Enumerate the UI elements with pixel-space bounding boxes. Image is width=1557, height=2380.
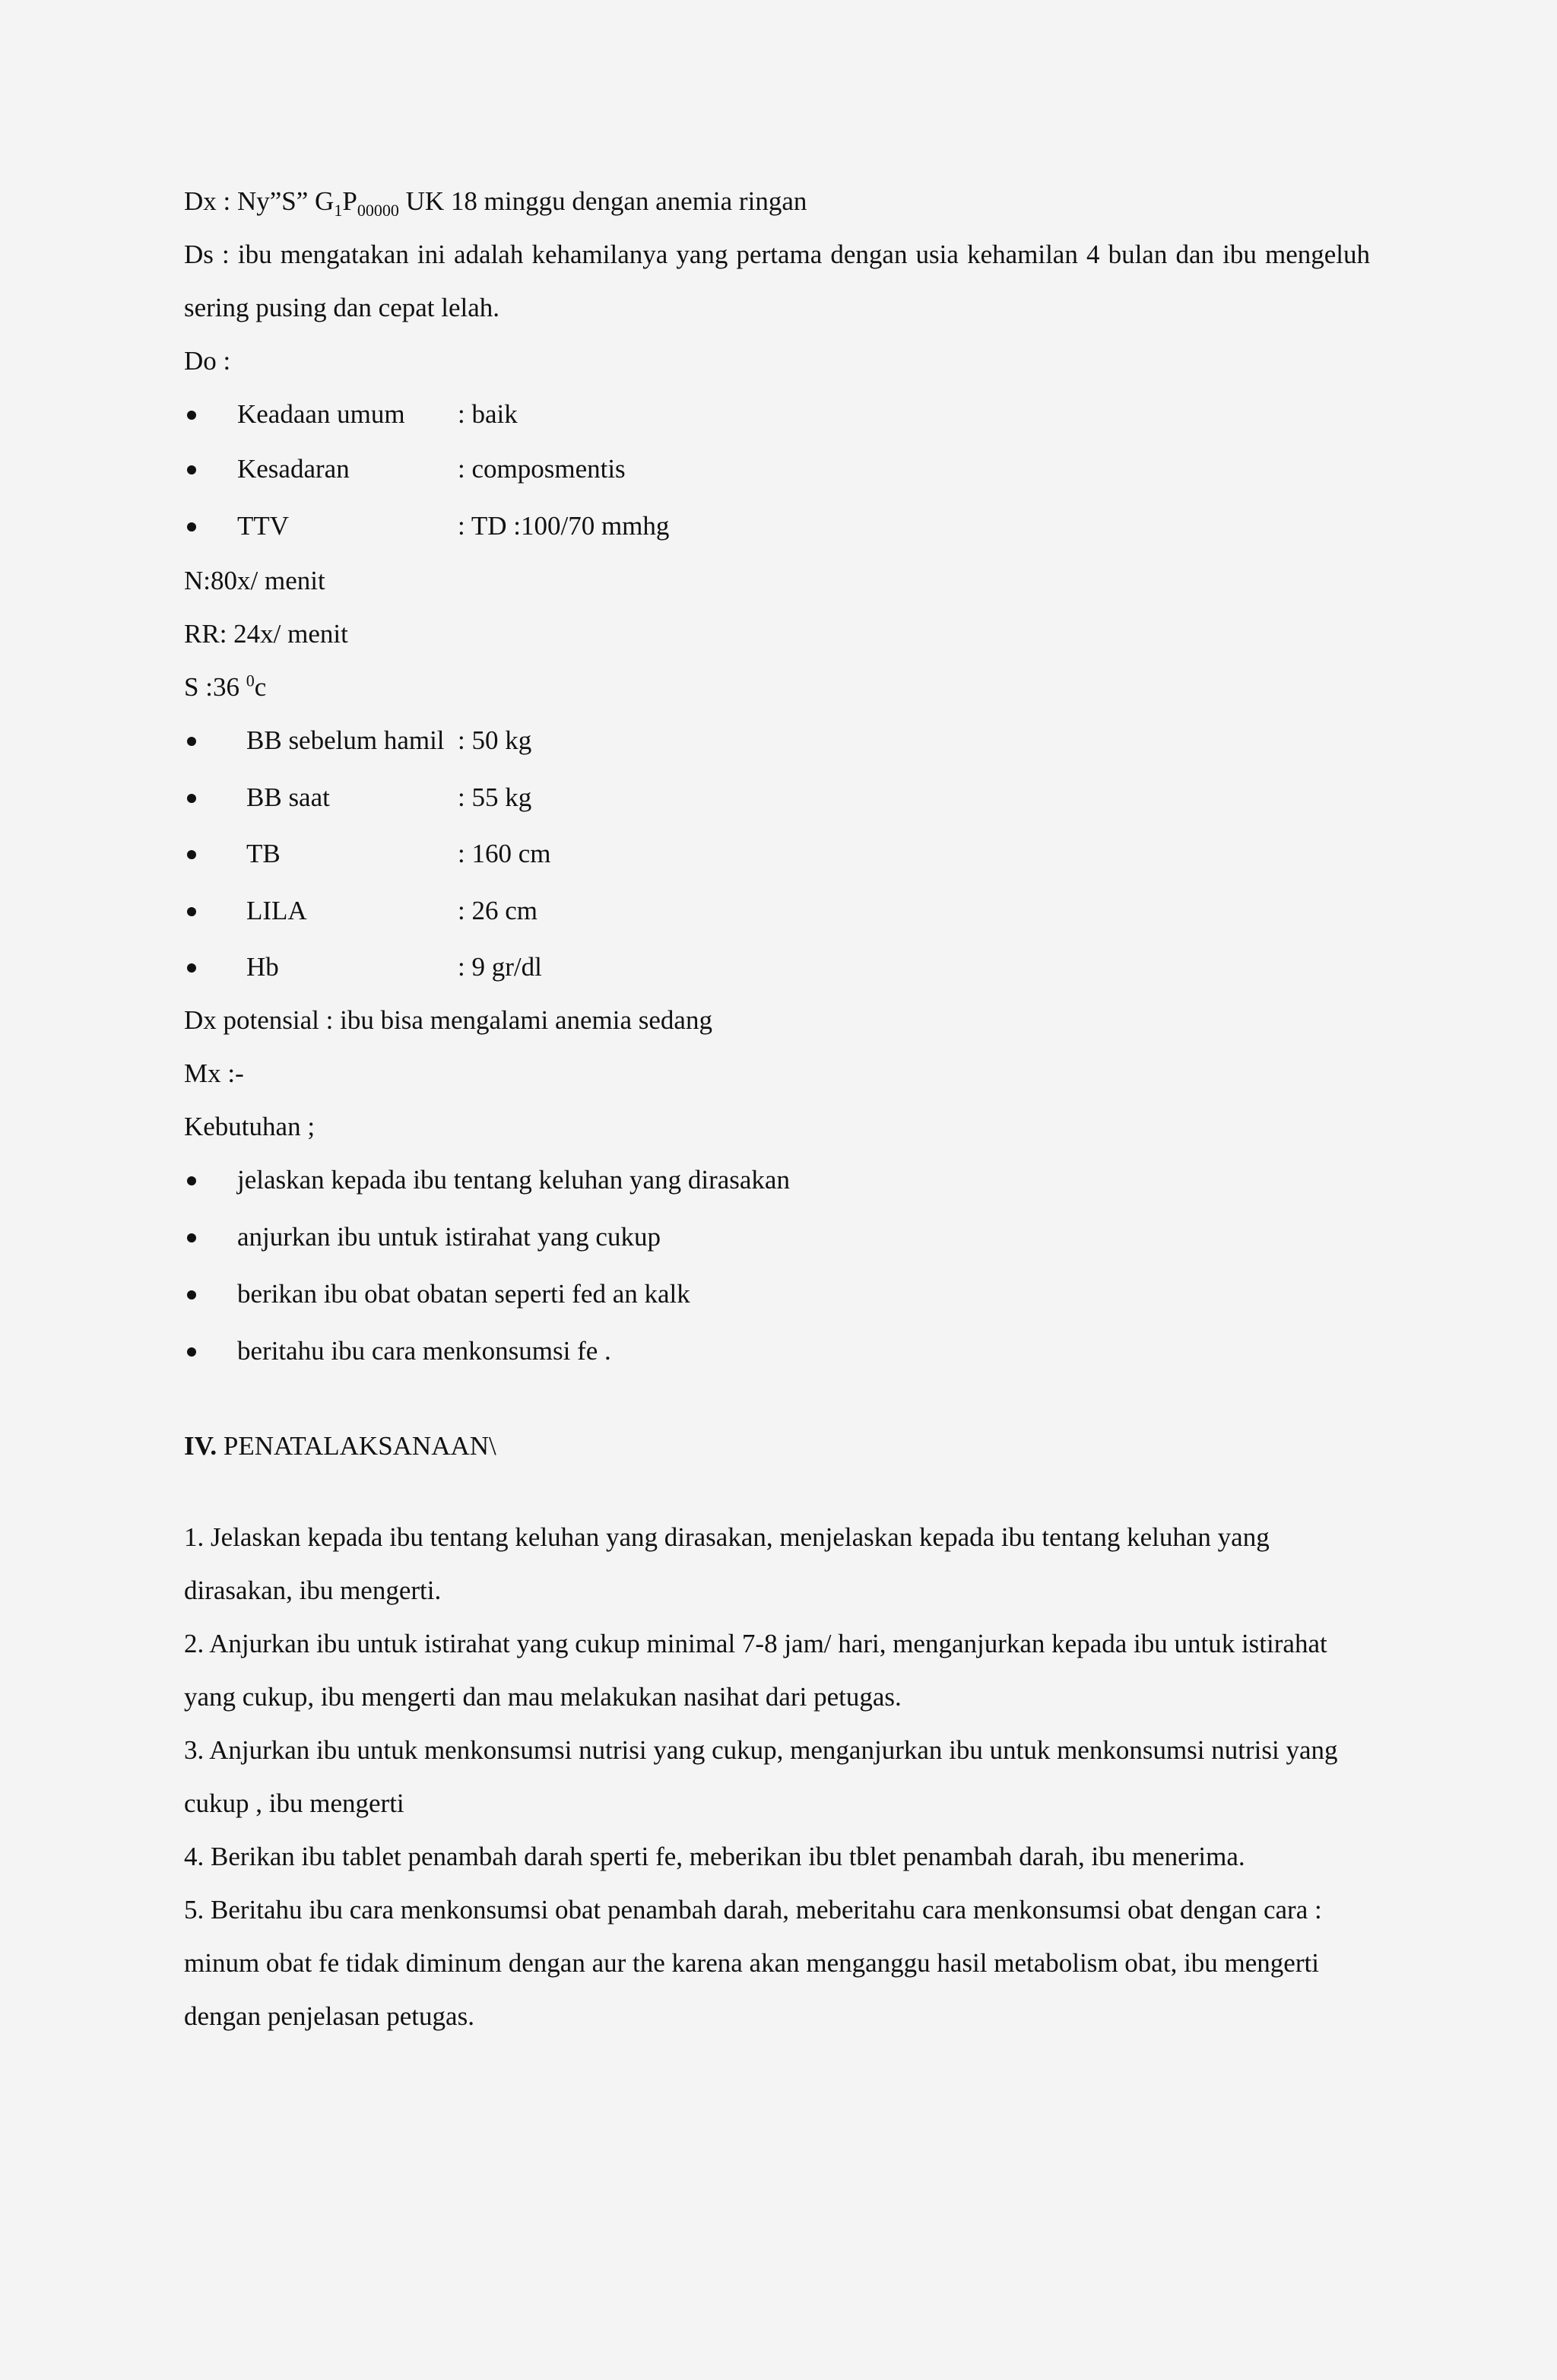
temperature-reading [184,661,1370,714]
step-item: 5. Beritahu ibu cara menkonsumsi obat penambah darah, meberitahu cara menkonsumsi obat dengan cara : minum obat fe tidak diminum dengan aur the karena akan menganggu hasil metabolism obat, ibu mengerti dengan penjelasan petugas. [184,1895,1322,2031]
management-steps [184,1511,1340,2043]
item-key: Kesadaran [237,454,350,484]
item-value: : TD :100/70 mmhg [458,511,670,541]
document-body [184,175,1370,2043]
spacer [184,1473,1370,1511]
subjective-data: Ds : ibu mengatakan ini adalah kehamilanya yang pertama dengan usia kehamilan 4 bulan dan ibu mengeluh sering pusing dan cepat lelah. [184,240,1370,322]
objective-list [184,388,1370,554]
section-heading [184,1420,1370,1473]
item-key: LILA [246,896,307,925]
list-item [184,500,1370,554]
dx-prefix: Dx : Ny”S” G [184,186,335,216]
list-item [184,884,1370,941]
spacer [184,1378,1370,1420]
item-key: TTV [237,511,290,541]
item-value: : 50 kg [458,725,532,755]
step-item: 1. Jelaskan kepada ibu tentang keluhan yang dirasakan, menjelaskan kepada ibu tentang keluhan yang dirasakan, ibu mengerti. [184,1522,1270,1605]
list-item [184,443,1370,500]
list-item [184,388,1370,443]
list-item [184,827,1370,884]
item-key: Hb [246,952,279,982]
section-title: PENATALAKSANAAN\ [217,1431,496,1461]
item-value: : 55 kg [458,782,532,812]
step-item: 3. Anjurkan ibu untuk menkonsumsi nutrisi yang cukup, menganjurkan ibu untuk menkonsumsi nutrisi yang cukup , ibu mengerti [184,1735,1338,1818]
item-key: TB [246,839,281,868]
diagnosis-line [184,175,1370,228]
gravida-subscript: 1 [334,201,343,220]
step-item: 4. Berikan ibu tablet penambah darah sperti fe, meberikan ibu tblet penambah darah, ibu menerima. [184,1842,1245,1871]
list-item: berikan ibu obat obatan seperti fed an kalk [184,1268,1370,1325]
body-measurements-list [184,714,1370,994]
list-item [184,941,1370,994]
item-value: : 160 cm [458,839,551,868]
needs-list [184,1154,1370,1378]
degree-superscript: 0 [246,671,255,690]
item-value: : 26 cm [458,896,537,925]
list-item [184,771,1370,827]
para-letter: P [342,186,357,216]
item-key: BB saat [246,782,330,812]
potential-problem: Mx :- [184,1058,244,1088]
item-value: : 9 gr/dl [458,952,542,982]
temp-unit: c [254,672,267,702]
dx-suffix: UK 18 minggu dengan anemia ringan [398,186,807,216]
list-item: jelaskan kepada ibu tentang keluhan yang dirasakan [184,1154,1370,1211]
respiration-reading: RR: 24x/ menit [184,619,348,649]
pulse-reading: N:80x/ menit [184,566,325,595]
needs-label: Kebutuhan ; [184,1112,316,1141]
item-value: : baik [458,399,518,429]
list-item: anjurkan ibu untuk istirahat yang cukup [184,1211,1370,1268]
list-item [184,714,1370,771]
potential-diagnosis: Dx potensial : ibu bisa mengalami anemia sedang [184,1005,712,1035]
para-subscript: 00000 [357,201,399,220]
section-number: IV. [184,1431,217,1461]
step-item: 2. Anjurkan ibu untuk istirahat yang cukup minimal 7-8 jam/ hari, menganjurkan kepada ibu untuk istirahat yang cukup, ibu mengerti dan mau melakukan nasihat dari petugas. [184,1629,1327,1712]
item-key: BB sebelum hamil [246,725,445,755]
item-value: : composmentis [458,454,626,484]
objective-label: Do : [184,346,231,376]
list-item: beritahu ibu cara menkonsumsi fe . [184,1325,1370,1378]
temp-value: S :36 [184,672,246,702]
item-key: Keadaan umum [237,399,405,429]
